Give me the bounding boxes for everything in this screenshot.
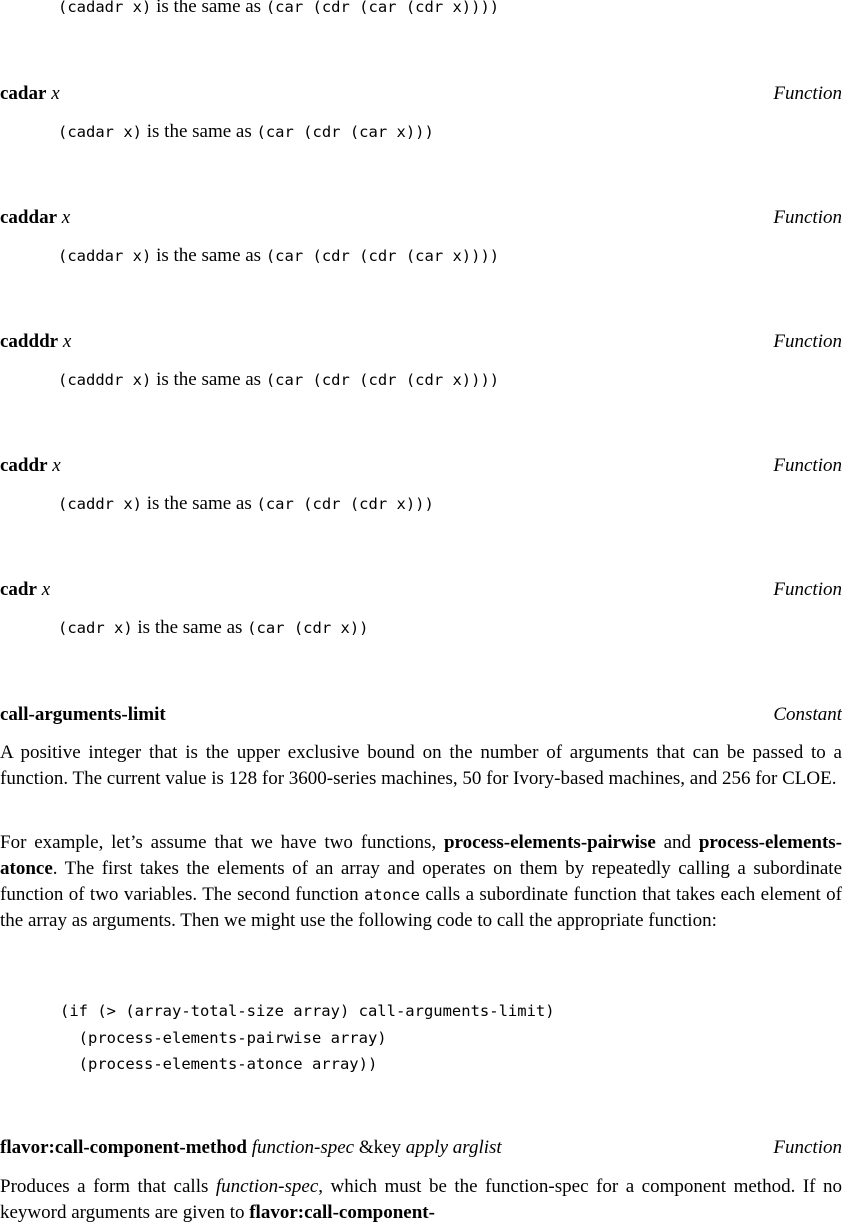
- function-ref-atonce: process-elements-atonce: [0, 832, 842, 879]
- entry-arg: x: [41, 579, 51, 600]
- entry-name: call-arguments-limit: [0, 704, 166, 725]
- paragraph-text: , which must be the function-spec for a component method. If no keyword arguments are given to: [0, 1176, 842, 1223]
- entry-kind: Function: [773, 331, 842, 352]
- entry-arg: apply arglist: [405, 1137, 502, 1158]
- entry-arg: x: [61, 207, 71, 228]
- equivalence-text: is the same as: [151, 369, 266, 390]
- entry-arg: function-spec: [251, 1137, 355, 1158]
- equivalence-line: [58, 0, 499, 18]
- lhs-code: (cadddr x): [58, 371, 152, 389]
- code-line: (process-elements-pairwise array): [60, 1028, 387, 1047]
- paragraph-text: Produces a form that calls: [0, 1176, 216, 1197]
- entry-kind: Function: [773, 1137, 842, 1158]
- entry-header-call-component-method: [0, 1137, 842, 1161]
- code-block: [60, 998, 555, 1078]
- entry-kind: Constant: [773, 704, 842, 725]
- equivalence-line: [58, 245, 499, 267]
- equivalence-text: is the same as: [142, 121, 257, 142]
- entry-arg: x: [62, 331, 72, 352]
- entry-name: flavor:call-component-method: [0, 1137, 247, 1158]
- rhs-code: (car (cdr (cdr (car x)))): [265, 247, 500, 265]
- lhs-code: (cadadr x): [58, 0, 152, 16]
- entry-kind: Function: [773, 83, 842, 104]
- description-paragraph: A positive integer that is the upper exclusive bound on the number of arguments that can be passed to a function. The current value is 128 for 3600-series machines, 50 for Ivory-based machines, and 256 for CLOE.: [0, 742, 842, 789]
- lhs-code: (cadr x): [58, 619, 133, 637]
- code-line: (process-elements-atonce array)): [60, 1055, 378, 1073]
- function-ref-pairwise: process-elements-pairwise: [443, 832, 656, 853]
- lhs-code: (caddr x): [58, 495, 142, 513]
- entry-arg: x: [51, 83, 60, 104]
- equivalence-line: [58, 493, 434, 515]
- entry-name: cadr: [0, 579, 37, 600]
- lhs-code: (cadar x): [58, 123, 142, 141]
- entry-header-call-arguments-limit: [0, 704, 842, 728]
- entry-header-caddr: [0, 455, 842, 479]
- rhs-code: (car (cdr (cdr (cdr x)))): [265, 371, 500, 389]
- example-paragraph: [0, 830, 842, 934]
- rhs-code: (car (cdr (cdr x))): [256, 495, 434, 513]
- entry-name: cadar: [0, 83, 47, 104]
- entry-name: caddar: [0, 207, 57, 228]
- code-line: (if (> (array-total-size array) call-arguments-limit): [60, 1002, 555, 1020]
- equivalence-text: is the same as: [132, 617, 248, 638]
- entry-header-cadr: [0, 579, 842, 603]
- function-ref: flavor:call-component-: [249, 1202, 435, 1223]
- entry-kind: Function: [773, 207, 842, 228]
- lhs-code: (caddar x): [58, 247, 152, 265]
- rhs-code: (car (cdr x)): [247, 619, 369, 637]
- arg-ref: function-spec: [215, 1176, 319, 1197]
- description-paragraph: [0, 1174, 842, 1226]
- paragraph-text: and: [663, 832, 699, 853]
- rhs-code: (car (cdr (car x))): [256, 123, 434, 141]
- paragraph-text: . The first takes the elements of an array and operates on them by repeatedly calling a subordinate function of two variables. The second function: [0, 858, 842, 905]
- equivalence-line: [58, 121, 434, 143]
- equivalence-line: [58, 369, 499, 391]
- entry-header-cadddr: [0, 331, 842, 355]
- entry-header-caddar: [0, 207, 842, 231]
- entry-kind: Function: [773, 579, 842, 600]
- rhs-code: (car (cdr (car (cdr x)))): [265, 0, 500, 16]
- equivalence-text: is the same as: [142, 493, 257, 514]
- entry-name: caddr: [0, 455, 48, 476]
- inline-code: atonce: [363, 886, 420, 904]
- entry-header-cadar: [0, 83, 842, 107]
- entry-arg: x: [52, 455, 61, 476]
- paragraph-text: calls a subordinate function that takes each element of the array as arguments. Then we might use the following code to call the appropriate function:: [0, 884, 842, 931]
- equivalence-text: is the same as: [151, 0, 266, 17]
- entry-name: cadddr: [0, 331, 59, 352]
- paragraph-text: For example, let’s assume that we have two functions,: [0, 832, 444, 853]
- entry-kind: Function: [773, 455, 842, 476]
- lambda-keyword: &key: [358, 1137, 402, 1158]
- equivalence-line: [58, 617, 369, 639]
- equivalence-text: is the same as: [151, 245, 266, 266]
